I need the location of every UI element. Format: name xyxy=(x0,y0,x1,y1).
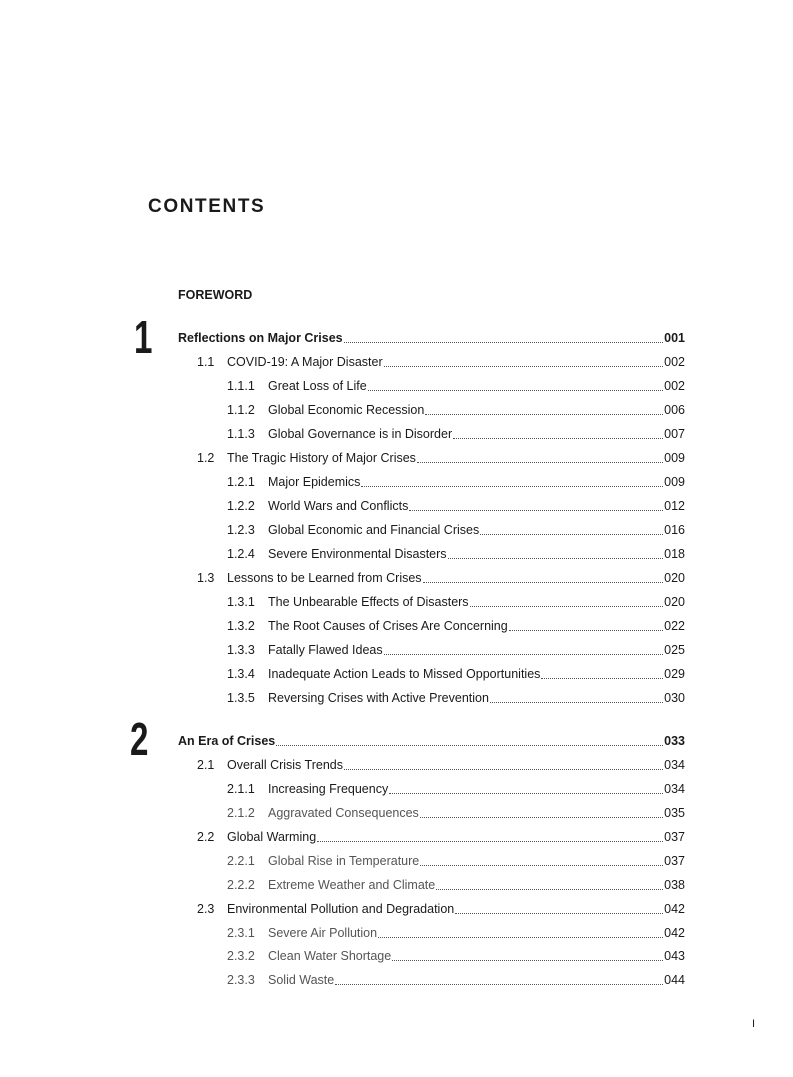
toc-section-2-3[interactable] xyxy=(197,901,685,917)
dot-leader xyxy=(417,461,663,463)
toc-page-number: 016 xyxy=(664,523,685,537)
toc-page-number: 042 xyxy=(664,902,685,916)
dot-leader xyxy=(490,701,663,703)
dot-leader xyxy=(276,744,663,746)
toc-page-number: 037 xyxy=(664,854,685,868)
toc-subsection-number: 1.3.5 xyxy=(227,691,255,705)
toc-subsection-title: World Wars and Conflicts xyxy=(268,499,409,513)
toc-page-number: 020 xyxy=(664,595,685,609)
toc-subsection-number: 1.3.2 xyxy=(227,619,255,633)
toc-subsection-number: 1.1.2 xyxy=(227,403,255,417)
toc-section-number: 2.2 xyxy=(197,830,215,844)
dot-leader xyxy=(409,509,663,511)
dot-leader xyxy=(480,533,663,535)
toc-page-number: 022 xyxy=(664,619,685,633)
toc-section-title: Global Warming xyxy=(227,830,317,844)
toc-chapter-2[interactable] xyxy=(178,733,685,749)
toc-subsection-number: 2.3.2 xyxy=(227,949,255,963)
toc-subsection-number: 2.2.1 xyxy=(227,854,255,868)
toc-section-title: Environmental Pollution and Degradation xyxy=(227,902,455,916)
toc-subsection-number: 2.3.3 xyxy=(227,973,255,987)
toc-subsection-number: 1.3.1 xyxy=(227,595,255,609)
toc-subsection-title: Great Loss of Life xyxy=(268,379,367,393)
toc-subsection-title: Clean Water Shortage xyxy=(268,949,392,963)
toc-subsection-number: 1.1.1 xyxy=(227,379,255,393)
toc-subsection-2-3-3[interactable] xyxy=(227,972,685,988)
toc-subsection-title: Global Economic and Financial Crises xyxy=(268,523,480,537)
toc-page-number: 012 xyxy=(664,499,685,513)
toc-subsection-1-2-1[interactable] xyxy=(227,474,685,490)
toc-page-number: 044 xyxy=(664,973,685,987)
toc-page-number: 009 xyxy=(664,451,685,465)
toc-subsection-title: Increasing Frequency xyxy=(268,782,389,796)
toc-page-number: 034 xyxy=(664,782,685,796)
toc-subsection-title: Inadequate Action Leads to Missed Opportunities xyxy=(268,667,541,681)
toc-subsection-number: 2.1.1 xyxy=(227,782,255,796)
toc-subsection-title: Global Governance is in Disorder xyxy=(268,427,453,441)
toc-section-number: 1.3 xyxy=(197,571,215,585)
toc-page-number: 033 xyxy=(664,734,685,748)
dot-leader xyxy=(317,840,663,842)
dot-leader xyxy=(455,912,663,914)
toc-section-2-2[interactable] xyxy=(197,829,685,845)
page-folio: I xyxy=(752,1018,756,1030)
toc-subsection-1-2-3[interactable] xyxy=(227,522,685,538)
toc-page-number: 007 xyxy=(664,427,685,441)
toc-subsection-title: Solid Waste xyxy=(268,973,335,987)
toc-subsection-number: 1.3.4 xyxy=(227,667,255,681)
toc-section-1-2[interactable] xyxy=(197,450,685,466)
toc-section-title: Overall Crisis Trends xyxy=(227,758,343,772)
toc-subsection-title: Reversing Crises with Active Prevention xyxy=(268,691,489,705)
toc-subsection-number: 1.2.3 xyxy=(227,523,255,537)
toc-page-number: 043 xyxy=(664,949,685,963)
toc-section-number: 2.3 xyxy=(197,902,215,916)
toc-chapter-title: Reflections on Major Crises xyxy=(178,331,343,345)
chapter-number-2: 2 xyxy=(130,713,149,765)
toc-page-number: 009 xyxy=(664,475,685,489)
toc-subsection-1-3-5[interactable] xyxy=(227,690,685,706)
toc-subsection-1-2-4[interactable] xyxy=(227,546,685,562)
toc-subsection-title: Global Economic Recession xyxy=(268,403,425,417)
chapter-number-1: 1 xyxy=(134,311,153,363)
dot-leader xyxy=(423,581,664,583)
toc-subsection-2-2-1[interactable] xyxy=(227,853,685,869)
toc-subsection-number: 1.3.3 xyxy=(227,643,255,657)
toc-subsection-number: 2.3.1 xyxy=(227,926,255,940)
dot-leader xyxy=(384,365,664,367)
toc-page-number: 018 xyxy=(664,547,685,561)
toc-subsection-title: Fatally Flawed Ideas xyxy=(268,643,383,657)
toc-page-number: 001 xyxy=(664,331,685,345)
toc-subsection-number: 1.2.2 xyxy=(227,499,255,513)
dot-leader xyxy=(335,983,663,985)
toc-subsection-number: 1.2.1 xyxy=(227,475,255,489)
toc-page-number: 029 xyxy=(664,667,685,681)
toc-page-number: 042 xyxy=(664,926,685,940)
toc-section-title: COVID-19: A Major Disaster xyxy=(227,355,383,369)
toc-subsection-title: The Unbearable Effects of Disasters xyxy=(268,595,469,609)
dot-leader xyxy=(453,437,663,439)
toc-page-number: 002 xyxy=(664,355,685,369)
dot-leader xyxy=(420,864,663,866)
toc-subsection-1-3-2[interactable] xyxy=(227,618,685,634)
toc-section-1-3[interactable] xyxy=(197,570,685,586)
toc-subsection-number: 2.1.2 xyxy=(227,806,255,820)
dot-leader xyxy=(425,413,663,415)
toc-subsection-1-2-2[interactable] xyxy=(227,498,685,514)
toc-foreword[interactable]: FOREWORD xyxy=(178,288,253,302)
toc-subsection-1-3-3[interactable] xyxy=(227,642,685,658)
toc-subsection-title: Global Rise in Temperature xyxy=(268,854,420,868)
toc-section-number: 1.2 xyxy=(197,451,215,465)
toc-page-number: 037 xyxy=(664,830,685,844)
dot-leader xyxy=(368,389,663,391)
dot-leader xyxy=(392,959,663,961)
toc-page-number: 025 xyxy=(664,643,685,657)
toc-subsection-title: The Root Causes of Crises Are Concerning xyxy=(268,619,508,633)
toc-subsection-1-1-1[interactable] xyxy=(227,378,685,394)
toc-section-2-1[interactable] xyxy=(197,757,685,773)
toc-section-1-1[interactable] xyxy=(197,354,685,370)
toc-section-number: 1.1 xyxy=(197,355,215,369)
toc-page-number: 002 xyxy=(664,379,685,393)
dot-leader xyxy=(448,557,664,559)
toc-page-number: 006 xyxy=(664,403,685,417)
toc-section-title: Lessons to be Learned from Crises xyxy=(227,571,422,585)
toc-section-number: 2.1 xyxy=(197,758,215,772)
toc-subsection-2-3-1[interactable] xyxy=(227,925,685,941)
toc-subsection-title: Severe Environmental Disasters xyxy=(268,547,447,561)
dot-leader xyxy=(436,888,663,890)
toc-subsection-number: 1.1.3 xyxy=(227,427,255,441)
toc-page-number: 020 xyxy=(664,571,685,585)
dot-leader xyxy=(384,653,664,655)
toc-page-number: 034 xyxy=(664,758,685,772)
toc-subsection-2-1-2[interactable] xyxy=(227,805,685,821)
toc-page-number: 038 xyxy=(664,878,685,892)
toc-subsection-2-2-2[interactable] xyxy=(227,877,685,893)
toc-subsection-1-3-4[interactable] xyxy=(227,666,685,682)
toc-subsection-1-1-2[interactable] xyxy=(227,402,685,418)
toc-section-title: The Tragic History of Major Crises xyxy=(227,451,416,465)
dot-leader xyxy=(420,816,663,818)
toc-subsection-2-1-1[interactable] xyxy=(227,781,685,797)
toc-subsection-1-3-1[interactable] xyxy=(227,594,685,610)
dot-leader xyxy=(389,792,663,794)
dot-leader xyxy=(378,936,663,938)
toc-page-number: 030 xyxy=(664,691,685,705)
toc-chapter-title: An Era of Crises xyxy=(178,734,276,748)
dot-leader xyxy=(361,485,663,487)
dot-leader xyxy=(470,605,664,607)
dot-leader xyxy=(509,629,663,631)
dot-leader xyxy=(344,341,664,343)
toc-page-number: 035 xyxy=(664,806,685,820)
toc-chapter-1[interactable] xyxy=(178,330,685,346)
dot-leader xyxy=(541,677,663,679)
toc-subsection-number: 1.2.4 xyxy=(227,547,255,561)
toc-subsection-1-1-3[interactable] xyxy=(227,426,685,442)
page-title: CONTENTS xyxy=(148,196,266,217)
toc-subsection-2-3-2[interactable] xyxy=(227,948,685,964)
toc-subsection-title: Severe Air Pollution xyxy=(268,926,378,940)
toc-subsection-number: 2.2.2 xyxy=(227,878,255,892)
toc-subsection-title: Extreme Weather and Climate xyxy=(268,878,436,892)
toc-subsection-title: Major Epidemics xyxy=(268,475,361,489)
dot-leader xyxy=(344,768,663,770)
toc-subsection-title: Aggravated Consequences xyxy=(268,806,419,820)
